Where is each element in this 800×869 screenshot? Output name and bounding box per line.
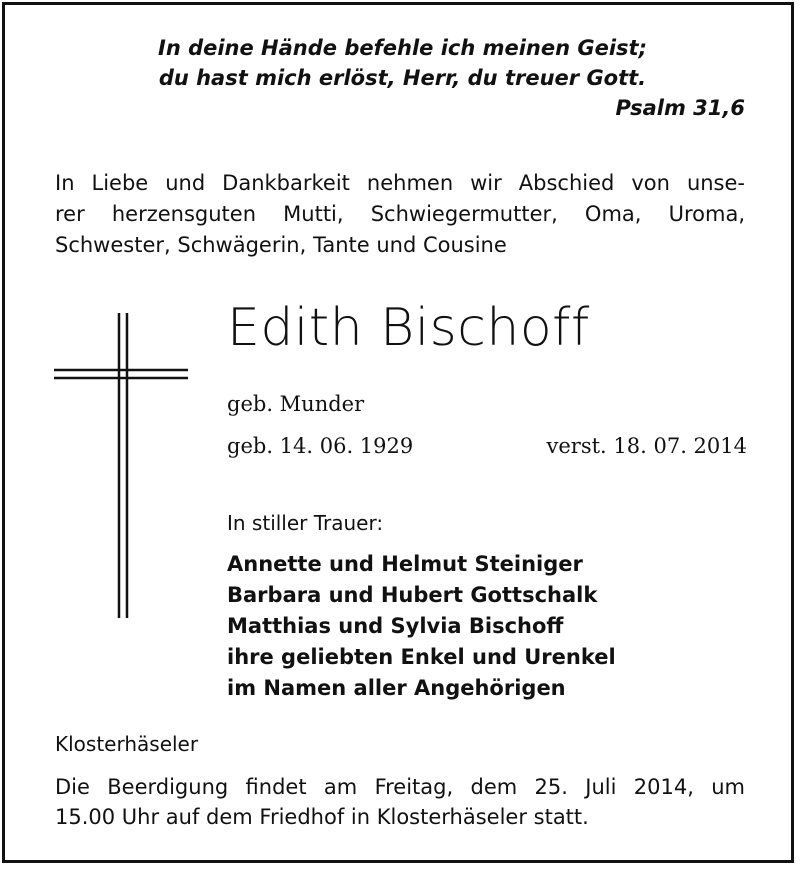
intro-line-1: In Liebe und Dankbarkeit nehmen wir Abschied von unse- — [55, 171, 745, 195]
intro-line-3: Schwester, Schwägerin, Tante und Cousine — [55, 233, 507, 257]
mourner-item: im Namen aller Angehörigen — [227, 676, 566, 700]
place-name: Klosterhäseler — [55, 732, 199, 756]
death-date: verst. 18. 07. 2014 — [546, 434, 747, 458]
mourner-item: Matthias und Sylvia Bischoff — [227, 614, 564, 638]
mourners-list — [227, 549, 616, 704]
funeral-line-1: Die Beerdigung findet am Freitag, dem 25. Juli 2014, um — [55, 775, 745, 799]
funeral-line-2: 15.00 Uhr auf dem Friedhof in Klosterhäseler statt. — [55, 805, 589, 829]
verse-line-1: In deine Hände befehle ich meinen Geist; — [158, 36, 647, 60]
intro-line-2: rer herzensguten Mutti, Schwiegermutter, Oma, Uroma, — [55, 202, 745, 226]
mourner-item: Barbara und Hubert Gottschalk — [227, 583, 598, 607]
mourner-item: Annette und Helmut Steiniger — [227, 552, 583, 576]
verse-reference: Psalm 31,6 — [615, 96, 745, 120]
verse-line-2: du hast mich erlöst, Herr, du treuer Gott. — [158, 66, 647, 90]
mourning-label: In stiller Trauer: — [227, 511, 384, 535]
maiden-name: geb. Munder — [227, 392, 365, 416]
deceased-name: Edith Bischoff — [227, 298, 590, 358]
mourner-item: ihre geliebten Enkel und Urenkel — [227, 645, 616, 669]
birth-date: geb. 14. 06. 1929 — [227, 434, 414, 458]
